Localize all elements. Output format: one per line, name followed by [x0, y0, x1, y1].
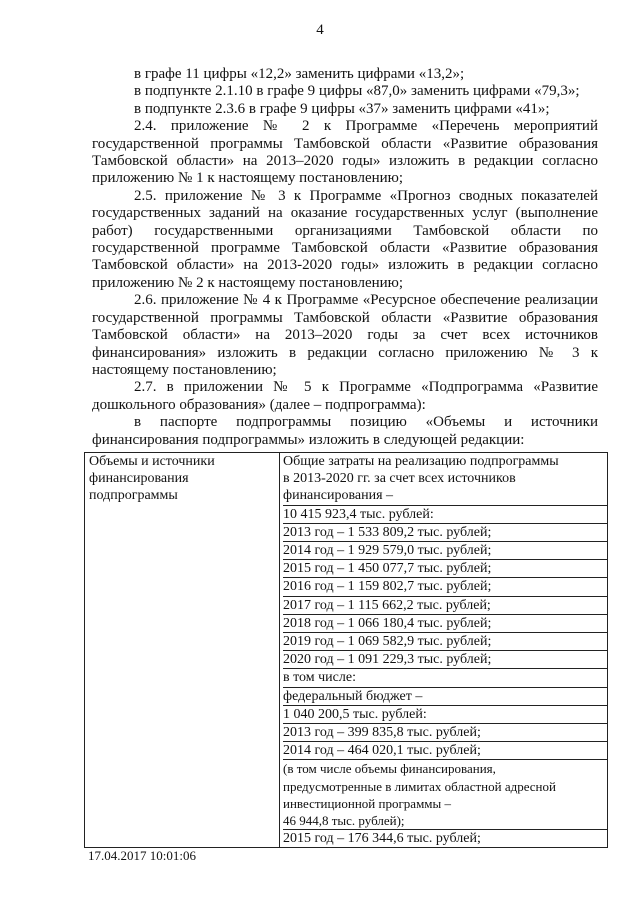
table-line: 2019 год – 1 069 582,9 тыс. рублей;: [283, 633, 608, 651]
edit-line-1: в графе 11 цифры «12,2» заменить цифрами «13,2»;: [134, 66, 465, 82]
paragraph-2-6: 2.6. приложение № 4 к Программе «Ресурсное обеспечение реализации государственной программы Тамбовской области «Развитие образования Тамбовской области» на 2013–2020 годы за счет всех источников финансирования» изложить в редакции согласно приложению № 3 к настоящему постановлению;: [92, 292, 598, 378]
table-line: 10 415 923,4 тыс. рублей:: [283, 506, 608, 524]
table-line: 2013 год – 1 533 809,2 тыс. рублей;: [283, 524, 608, 542]
table-line: 2014 год – 1 929 579,0 тыс. рублей;: [283, 542, 608, 560]
table-right-cell: [280, 453, 608, 848]
paragraph-2-5: 2.5. приложение № 3 к Программе «Прогноз сводных показателей государственных заданий на оказание государственных услуг (выполнение работ) государственными организациями Тамбовской области по государственной программе Тамбовской области «Развитие образования Тамбовской области» на 2013-2020 годы» изложить в редакции согласно приложению № 2 к настоящему постановлению;: [92, 187, 598, 291]
table-line: в 2013-2020 гг. за счет всех источников: [283, 471, 516, 487]
table-line: 2018 год – 1 066 180,4 тыс. рублей;: [283, 615, 608, 633]
paragraph-2-4: 2.4. приложение № 2 к Программе «Перечень мероприятий государственной программы Тамбовской области «Развитие образования Тамбовской области» на 2013–2020 годы» изложить в редакции согласно приложению № 1 к настоящему постановлению;: [92, 118, 598, 187]
table-line: 2020 год – 1 091 229,3 тыс. рублей;: [283, 651, 608, 669]
page-number: 4: [316, 22, 324, 38]
footer-timestamp: 17.04.2017 10:01:06: [88, 848, 196, 863]
table-line: (в том числе объемы финансирования,: [283, 761, 496, 777]
table-line: 2015 год – 1 450 077,7 тыс. рублей;: [283, 560, 608, 578]
table-line: федеральный бюджет –: [283, 688, 608, 706]
edit-line-3: в подпункте 2.3.6 в графе 9 цифры «37» заменить цифрами «41»;: [134, 100, 550, 117]
document-body: [92, 66, 598, 449]
paragraph-2-7: 2.7. в приложении № 5 к Программе «Подпрограмма «Развитие дошкольного образования» (далее – подпрограмма):: [92, 379, 598, 413]
table-line: в том числе:: [283, 669, 608, 687]
table-line: Общие затраты на реализацию подпрограммы: [283, 454, 559, 469]
paragraph-passport: в паспорте подпрограммы позицию «Объемы и источники финансирования подпрограммы» изложить в следующей редакции:: [92, 414, 598, 448]
table-line: финансирования –: [283, 487, 608, 505]
table-line: 2016 год – 1 159 802,7 тыс. рублей;: [283, 578, 608, 596]
table-left-cell: Объемы и источники финансирования подпрограммы: [85, 453, 280, 848]
table-line: 2017 год – 1 115 662,2 тыс. рублей;: [283, 597, 608, 615]
table-line: 2013 год – 399 835,8 тыс. рублей;: [283, 724, 608, 742]
table-line: предусмотренные в лимитах областной адресной: [283, 778, 556, 794]
table-line: инвестиционной программы –: [283, 795, 452, 811]
table-line: 1 040 200,5 тыс. рублей:: [283, 706, 608, 724]
financing-table: [84, 452, 608, 848]
table-line: 46 944,8 тыс. рублей);: [283, 812, 608, 830]
table-line: 2015 год – 176 344,6 тыс. рублей;: [283, 831, 481, 847]
table-line: 2014 год – 464 020,1 тыс. рублей;: [283, 742, 608, 760]
edit-line-2: в подпункте 2.1.10 в графе 9 цифры «87,0» заменить цифрами «79,3»;: [134, 83, 580, 100]
